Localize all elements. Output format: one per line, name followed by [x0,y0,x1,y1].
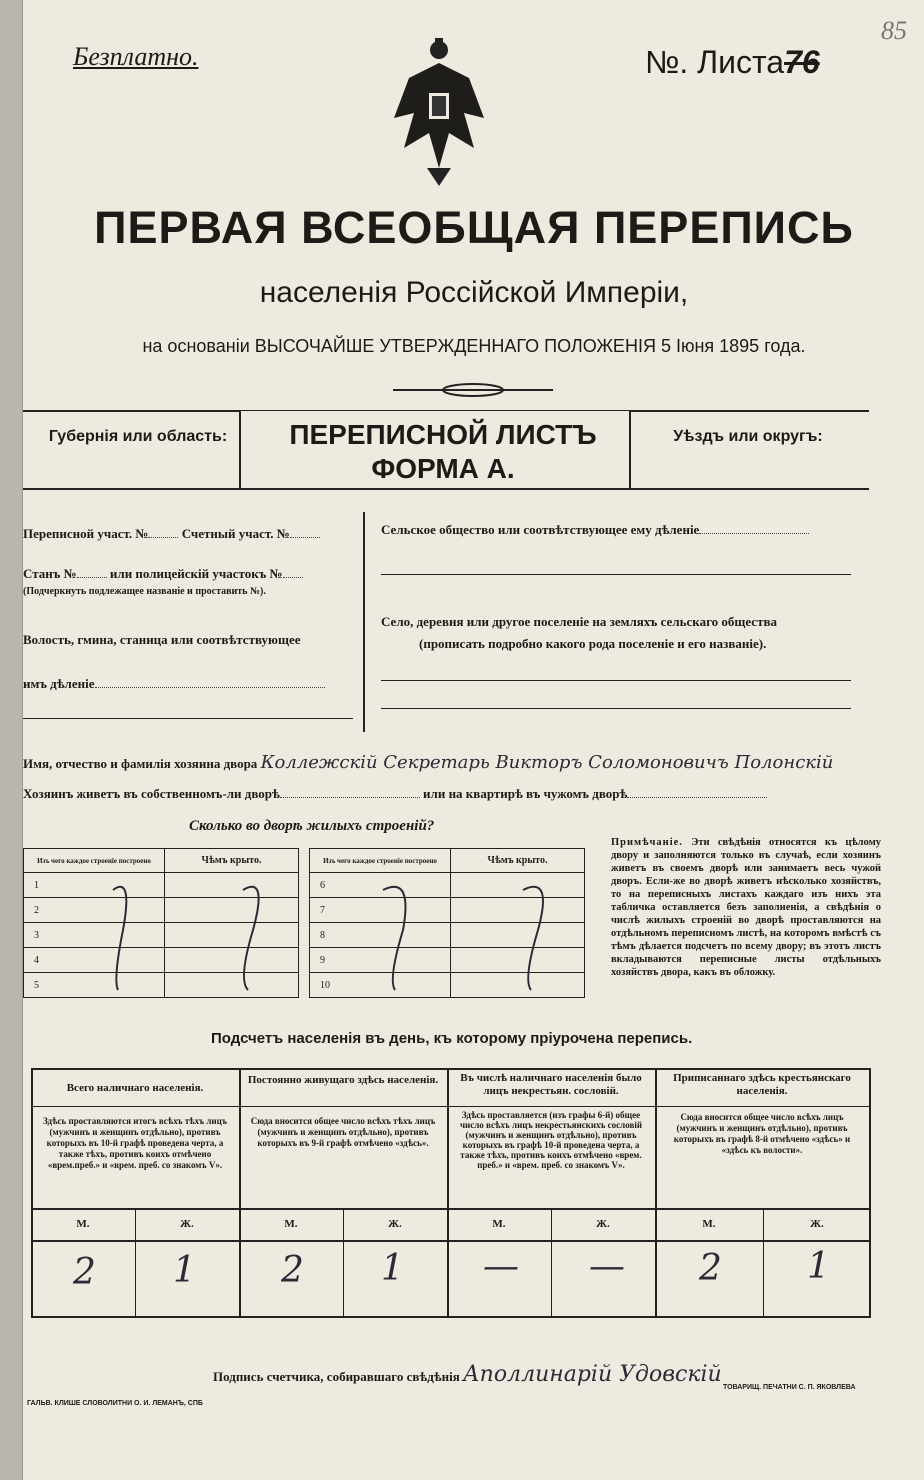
divider [629,410,869,412]
f-label: Ж. [180,1218,194,1230]
owner-lives-label: Хозяинъ живетъ въ собственномъ-ли дворѣ [23,786,280,801]
schetny-label: Счетный участ. № [181,526,290,541]
divider [363,512,365,732]
count-col2-desc: Сюда вносится общее число всѣхъ тѣхъ лицъ (мужчинъ и женщинъ отдѣльно), противъ которыхъ въ 9-й графѣ отмѣчено «здѣсь». [250,1116,436,1148]
sheet-number-label [645,44,820,81]
m-label: М. [284,1218,298,1230]
note-text: Эти свѣдѣнія относятся къ цѣлому двору и заполняются только въ случаѣ, если хозяинъ живетъ въ своемъ дворѣ или занимаетъ весь чужой дворъ. Если-же во дворѣ живетъ нѣсколько хозяйствъ, то на переписныхъ листахъ каждаго изъ нихъ эта табличка оставляется безъ заполненія, а свѣдѣнія о числѣ жилыхъ строеній во дворѣ проставляются на отдѣльномъ переписномъ листѣ, на которомъ вмѣстѣ съ тѣмъ дѣлается подсчетъ по всему двору; въ этотъ листъ вкладываются переписные листы отдѣльныхъ хозяйствъ двора, какъ въ обложку. [611,837,882,978]
stan-field [23,566,303,582]
form-title [243,418,643,486]
signature-field [213,1362,722,1387]
count-col3-f: — [589,1246,625,1287]
signature-value: Аполлинарій Удовскій [462,1362,722,1387]
note-title: Примѣчаніе. [611,837,683,848]
divider [135,1208,136,1318]
underline-hint: (Подчеркнуть подлежащее названіе и проставить №). [23,586,266,597]
row-label: 3 [24,923,165,948]
delenie-field [23,676,325,692]
divider [23,718,353,719]
selo-label: Село, деревня или другое поселеніе на земляхъ сельскаго общества [381,614,777,629]
uchastok-field [23,526,320,542]
stan-label: Станъ № [23,566,77,581]
sheet-number: 76 [784,44,820,80]
row-label: 1 [24,873,165,898]
footer-right: ТОВАРИЩ. ПЕЧАТНИ С. П. ЯКОВЛЕВА [723,1384,856,1391]
uezd-label: Уѣздъ или округъ: [673,428,823,445]
volost-label: Волость, гмина, станица или соотвѣтствующее [23,632,301,647]
count-title: Подсчетъ населенія въ день, къ которому пріурочена перепись. [211,1030,693,1047]
divider [381,680,851,681]
uchastok-label: Переписной участ. № [23,526,149,541]
obshchestvo-label: Сельское общество или соотвѣтствующее ему дѣленіе [381,522,700,537]
row-label: 2 [24,898,165,923]
divider [381,708,851,709]
m-label: М. [492,1218,506,1230]
divider [869,1068,871,1318]
count-col2-m: 2 [281,1250,304,1291]
count-col3-desc: Здѣсь проставляется (изъ графы 6-й) общее число всѣхъ лицъ некрестьянскихъ сословій (мужчинъ и женщинъ отдѣльно), противъ которыхъ въ графѣ 10-й проведена черта, а также тѣхъ, противъ коихъ отмѣчено «врем. преб.» и «врем. преб. со знакомъ V». [459,1110,643,1170]
signature-label: Подпись счетчика, собиравшаго свѣдѣнія [213,1369,460,1384]
note [611,836,881,979]
page-mark: 85 [881,16,907,45]
count-col2-head: Постоянно живущаго здѣсь населенія. [247,1074,439,1086]
sheet-label: №. Листа [645,44,785,80]
delenie-label: имъ дѣленіе [23,676,95,691]
row-label: 10 [310,973,451,998]
divider [551,1208,552,1318]
free-label: Безплатно. [73,42,199,71]
divider [31,1068,869,1070]
count-col3-m: — [483,1246,519,1287]
count-col4-f: 1 [807,1246,830,1287]
owner-or-label: или на квартирѣ въ чужомъ дворѣ [423,786,628,801]
obshchestvo-field [381,522,809,538]
divider [763,1208,764,1318]
col-roof: Чѣмъ крыто. [451,849,585,873]
row-label: 4 [24,948,165,973]
footer-left: ГАЛЬВ. КЛИШЕ СЛОВОЛИТНИ О. И. ЛЕМАНЪ, СПБ [27,1400,203,1407]
count-col1-head: Всего наличнаго населенія. [66,1082,204,1094]
row-label: 7 [310,898,451,923]
basis-line: на основаніи ВЫСОЧАЙШЕ УТВЕРЖДЕННАГО ПОЛОЖЕНІЯ 5 Іюня 1895 года. [142,336,806,356]
divider [381,574,851,575]
count-col1-m: 2 [73,1252,96,1293]
count-col3-head: Въ числѣ наличнаго населенія было лицъ некрестьян. сословій. [460,1072,642,1097]
owner-lives-field [23,786,767,802]
f-label: Ж. [810,1218,824,1230]
count-col2-f: 1 [381,1248,404,1289]
col-roof: Чѣмъ крыто. [165,849,299,873]
count-col1-f: 1 [173,1250,196,1291]
count-col4-m: 2 [699,1248,722,1289]
divider [239,410,241,490]
gubernia-label: Губернія или область: [48,428,228,445]
count-col4-desc: Сюда вносится общее число всѣхъ лицъ (мужчинъ и женщинъ отдѣльно), противъ которыхъ въ графѣ 8-й отмѣчено «здѣсь» и «здѣсь къ волости». [673,1112,851,1155]
row-label: 5 [24,973,165,998]
f-label: Ж. [388,1218,402,1230]
buildings-label: Сколько во дворѣ жилыхъ строеній? [189,818,435,834]
form-title-line2: ФОРМА А. [371,453,515,484]
f-label: Ж. [596,1218,610,1230]
divider [343,1208,344,1318]
divider [31,1106,869,1107]
owner-label: Имя, отчество и фамилія хозяина двора [23,756,258,771]
divider [31,1208,869,1210]
col-material: Изъ чего каждое строеніе построено [310,849,451,873]
owner-name: Коллежскій Секретарь Викторъ Соломоновичъ Полонскій [260,752,834,773]
row-label: 9 [310,948,451,973]
divider [23,488,869,490]
police-label: или полицейскій участокъ № [109,566,283,581]
divider [23,410,239,412]
col-material: Изъ чего каждое строеніе построено [24,849,165,873]
subtitle: населенія Россійской Имперіи, [259,276,689,309]
row-label: 8 [310,923,451,948]
m-label: М. [76,1218,90,1230]
imperial-eagle-icon [389,38,489,188]
count-col4-head: Приписаннаго здѣсь крестьянскаго населенія. [673,1072,851,1097]
divider [31,1316,869,1318]
count-col1-desc: Здѣсь проставляются итогъ всѣхъ тѣхъ лицъ (мужчинъ и женщинъ отдѣльно), противъ которыхъ въ 10-й графѣ проведена черта, а также тѣхъ, противъ коихъ отмѣчено «врем.преб.» и «врем. преб. со знакомъ V». [43,1116,227,1170]
m-label: М. [702,1218,716,1230]
handwritten-strokes [83,870,583,998]
form-title-line1: ПЕРЕПИСНОЙ ЛИСТЪ [289,419,597,450]
owner-field [23,752,833,773]
page-title: ПЕРВАЯ ВСЕОБЩАЯ ПЕРЕПИСЬ [94,202,854,253]
divider [31,1240,869,1242]
selo-hint: (прописать подробно какого рода поселеніе и его названіе). [419,636,767,651]
ornament-divider [393,382,553,398]
row-label: 6 [310,873,451,898]
census-sheet [22,0,924,1480]
